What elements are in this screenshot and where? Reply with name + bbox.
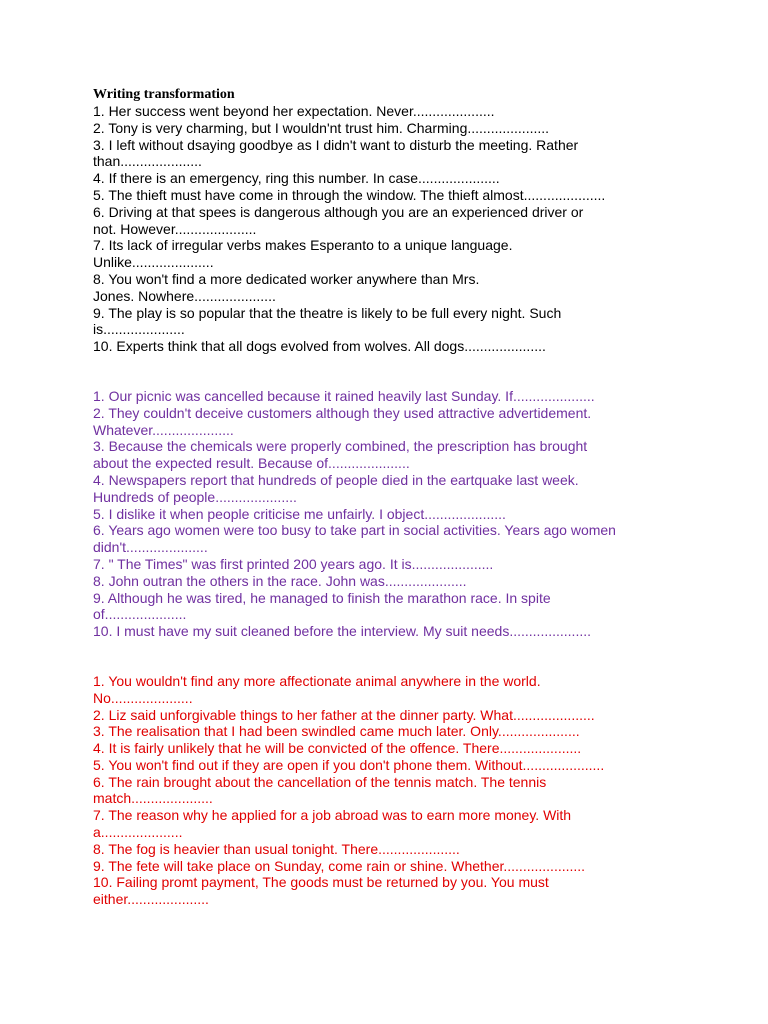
section-1-line: 1. Her success went beyond her expectation. Never.....................	[93, 103, 495, 119]
section-1-line: not. However.....................	[93, 220, 257, 237]
section-3-line: either.....................	[93, 891, 209, 908]
section-2-line: 4. Newspapers report that hundreds of people died in the eartquake last week.	[93, 471, 579, 488]
section-3-line: 5. You won't find out if they are open if you don't phone them. Without.....................	[93, 756, 605, 773]
section-2-line: 9. Although he was tired, he managed to finish the marathon race. In spite	[93, 589, 551, 606]
section-2-line: Whatever.....................	[93, 421, 234, 438]
section-3-line: 8. The fog is heavier than usual tonight. There.....................	[93, 840, 460, 857]
section-1-line: 8. You won't find a more dedicated worker anywhere than Mrs.	[93, 270, 480, 287]
section-2-line: 5. I dislike it when people criticise me unfairly. I object.....................	[93, 505, 506, 522]
document-title: Writing transformation	[93, 87, 235, 102]
section-1-line: 2. Tony is very charming, but I wouldn'nt trust him. Charming.....................	[93, 119, 550, 136]
section-2-line: 2. They couldn't deceive customers although they used attractive advertidement.	[93, 404, 592, 421]
section-2-line: about the expected result. Because of.....................	[93, 455, 410, 472]
section-1-line: than.....................	[93, 153, 202, 170]
document-page	[93, 86, 693, 908]
section-3-line: 2. Liz said unforgivable things to her father at the dinner party. What.....................	[93, 706, 595, 723]
section-3-line: 4. It is fairly unlikely that he will be convicted of the offence. There.....................	[93, 740, 582, 757]
exercise-section-1	[93, 103, 693, 355]
exercise-section-3	[93, 673, 693, 908]
section-1-line: 5. The thieft must have come in through the window. The thieft almost.....................	[93, 186, 606, 203]
section-1-line: Jones. Nowhere.....................	[93, 287, 276, 304]
exercise-section-2	[93, 388, 693, 640]
section-1-line: 9. The play is so popular that the theatre is likely to be full every night. Such	[93, 304, 562, 321]
section-3-line: 7. The reason why he applied for a job abroad was to earn more money. With	[93, 807, 572, 824]
section-2-line: of.....................	[93, 606, 187, 623]
section-1-line: 7. Its lack of irregular verbs makes Esperanto to a unique language.	[93, 237, 513, 254]
section-1-line: 3. I left without dsaying goodbye as I didn't want to disturb the meeting. Rather	[93, 136, 579, 153]
section-2-line: Hundreds of people.....................	[93, 488, 297, 505]
section-1-line: is.....................	[93, 321, 185, 338]
section-3-line: No.....................	[93, 689, 193, 706]
section-2-line: 1. Our picnic was cancelled because it rained heavily last Sunday. If.....................	[93, 387, 595, 404]
section-1-line: 6. Driving at that spees is dangerous although you are an experienced driver or	[93, 203, 584, 220]
section-3-line: 10. Failing promt payment, The goods must be returned by you. You must	[93, 874, 549, 891]
section-2-line: 6. Years ago women were too busy to take part in social activities. Years ago women	[93, 522, 616, 539]
section-3-line: 6. The rain brought about the cancellation of the tennis match. The tennis	[93, 773, 547, 790]
section-3-line: a.....................	[93, 824, 183, 841]
section-3-line: 3. The realisation that I had been swindled came much later. Only.....................	[93, 723, 580, 740]
section-2-line: 8. John outran the others in the race. John was.....................	[93, 572, 467, 589]
section-2-line: 10. I must have my suit cleaned before the interview. My suit needs.....................	[93, 623, 592, 640]
section-1-line: 4. If there is an emergency, ring this number. In case.....................	[93, 170, 500, 187]
section-3-line: match.....................	[93, 790, 213, 807]
section-1-line: 10. Experts think that all dogs evolved from wolves. All dogs.....................	[93, 338, 546, 355]
section-3-line: 9. The fete will take place on Sunday, come rain or shine. Whether.....................	[93, 857, 586, 874]
section-2-line: didn't.....................	[93, 539, 208, 556]
section-3-line: 1. You wouldn't find any more affectionate animal anywhere in the world.	[93, 672, 541, 689]
section-2-line: 3. Because the chemicals were properly combined, the prescription has brought	[93, 438, 588, 455]
section-2-line: 7. " The Times" was first printed 200 years ago. It is.....................	[93, 555, 494, 572]
section-1-line: Unlike.....................	[93, 254, 214, 271]
